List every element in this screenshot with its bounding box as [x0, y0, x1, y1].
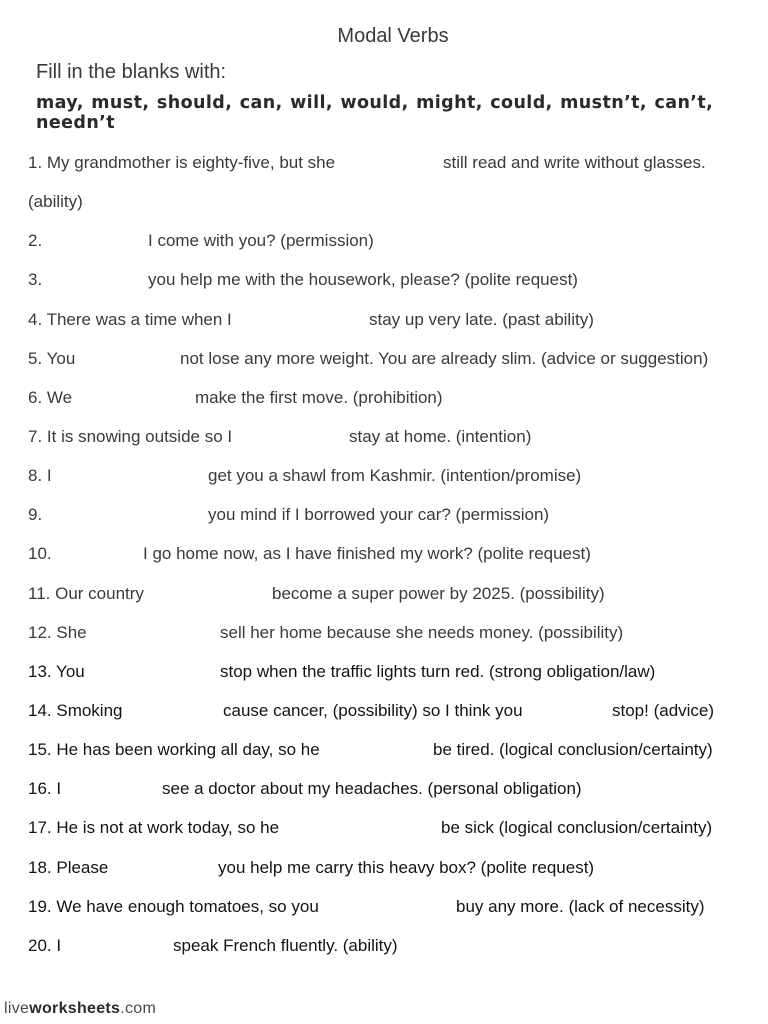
sentence-part: be sick (logical conclusion/certainty) — [441, 818, 713, 837]
liveworksheets-logo — [4, 1000, 156, 1018]
sentence-part: 10. — [28, 544, 52, 563]
sentence-part: 8. I — [28, 466, 52, 485]
sentence-part: 7. It is snowing outside so I — [28, 427, 233, 446]
sentence-part: stay up very late. (past ability) — [369, 310, 594, 329]
instruction-text: Fill in the blanks with: — [36, 61, 227, 83]
sentence-part: 11. Our country — [28, 584, 144, 603]
sentence-part: speak French fluently. (ability) — [173, 936, 398, 955]
sentence-part: you mind if I borrowed your car? (permission) — [208, 505, 550, 524]
sentence-part: I come with you? (permission) — [148, 231, 374, 250]
sentence-part: get you a shawl from Kashmir. (intention/promise) — [208, 466, 582, 485]
sentence-part: 17. He is not at work today, so he — [28, 818, 280, 837]
sentence-part: still read and write without glasses. — [443, 153, 706, 172]
sentence-part: stop when the traffic lights turn red. (strong obligation/law) — [220, 662, 656, 681]
sentence-part: 20. I — [28, 936, 62, 955]
sentence-part: become a super power by 2025. (possibility) — [272, 584, 605, 603]
sentence-part: 5. You — [28, 349, 76, 368]
sentence-part: 15. He has been working all day, so he — [28, 740, 320, 759]
sentence-part: stop! (advice) — [612, 701, 715, 720]
sentence-part: 1. My grandmother is eighty-five, but she — [28, 153, 336, 172]
sentence-part: 16. I — [28, 779, 62, 798]
sentence-part: stay at home. (intention) — [349, 427, 532, 446]
sentence-part: 6. We — [28, 388, 73, 407]
logo-prefix: live — [4, 1000, 30, 1017]
sentence-part: be tired. (logical conclusion/certainty) — [433, 740, 713, 759]
sentence-part: I go home now, as I have finished my work? (polite request) — [143, 544, 591, 563]
worksheet-title: Modal Verbs — [337, 25, 449, 47]
logo-brand: worksheets — [29, 1000, 121, 1017]
sentence-part: you help me carry this heavy box? (polite request) — [218, 858, 595, 877]
sentence-part: buy any more. (lack of necessity) — [456, 897, 705, 916]
sentence-part: 4. There was a time when I — [28, 310, 232, 329]
sentence-part: you help me with the housework, please? (polite request) — [148, 270, 578, 289]
word-bank: may, must, should, can, will, would, might, could, mustn’t, can’t, needn’t — [36, 93, 714, 133]
sentence-part: sell her home because she needs money. (possibility) — [220, 623, 624, 642]
sentence-part: 19. We have enough tomatoes, so you — [28, 897, 319, 916]
sentence-part: 9. — [28, 505, 43, 524]
logo-suffix: .com — [120, 1000, 157, 1017]
sentence-part: 13. You — [28, 662, 85, 681]
sentence-part: 18. Please — [28, 858, 109, 877]
sentence-part: 14. Smoking — [28, 701, 123, 720]
sentence-part: see a doctor about my headaches. (personal obligation) — [162, 779, 582, 798]
sentence-part: not lose any more weight. You are already slim. (advice or suggestion) — [180, 349, 709, 368]
sentence-part: (ability) — [28, 192, 83, 211]
sentence-part: 12. She — [28, 623, 87, 642]
sentence-part: cause cancer, (possibility) so I think you — [223, 701, 523, 720]
sentence-part: 2. — [28, 231, 43, 250]
sentence-part: make the first move. (prohibition) — [195, 388, 443, 407]
sentence-part: 3. — [28, 270, 43, 289]
